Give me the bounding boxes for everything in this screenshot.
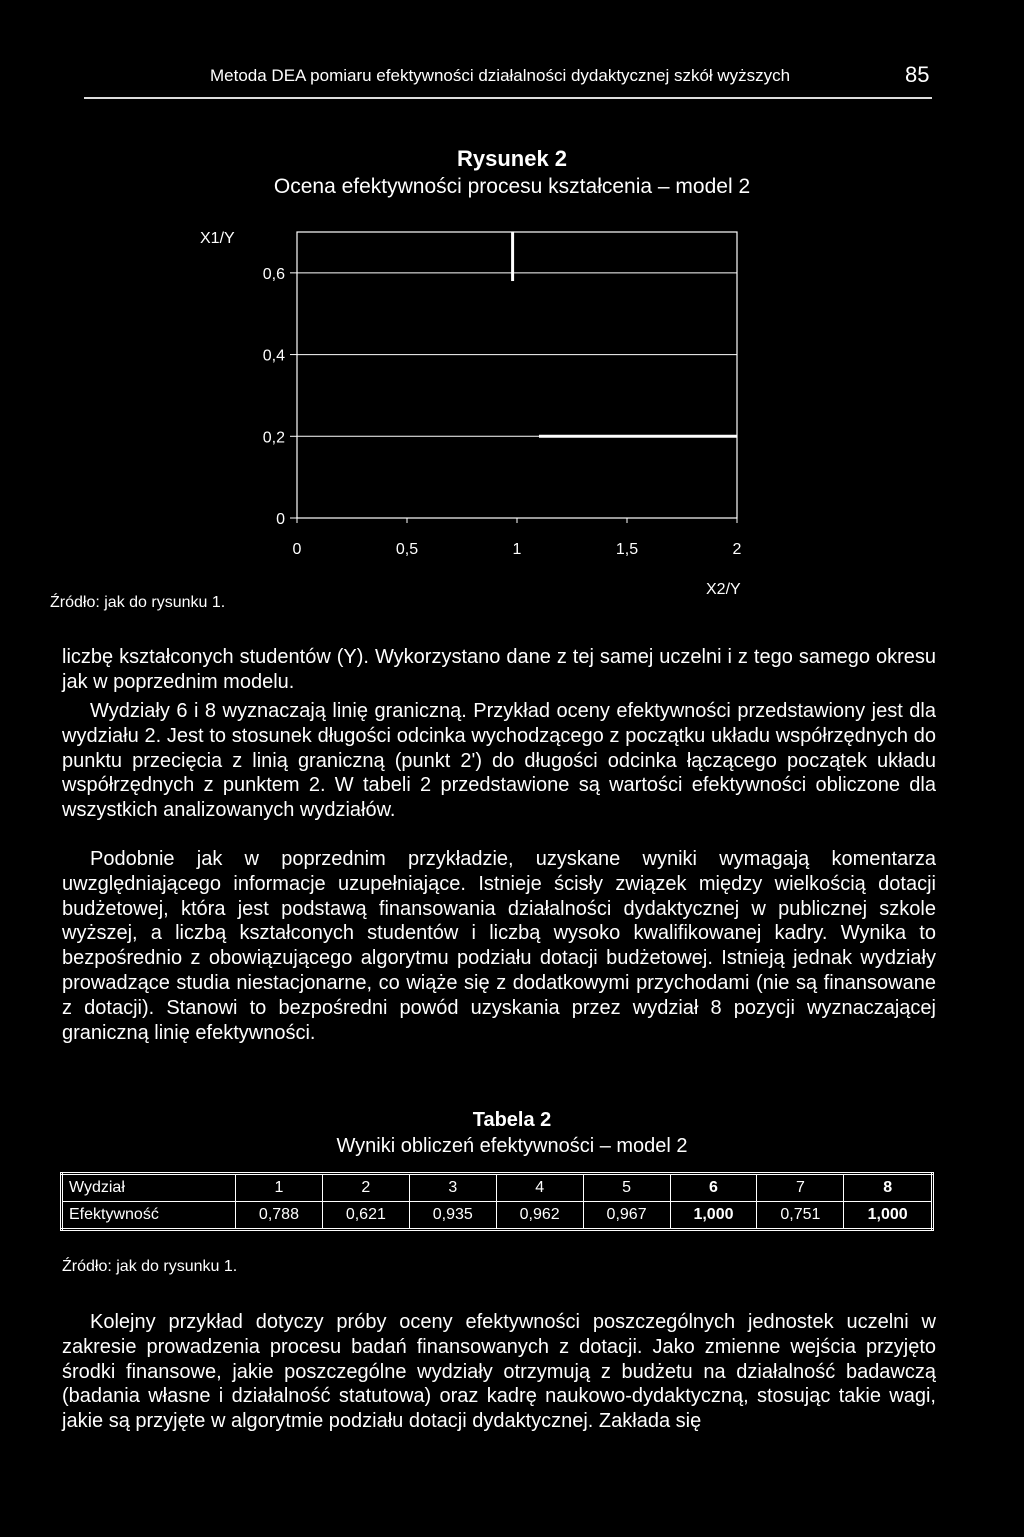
table-subtitle: Wyniki obliczeń efektywności – model 2 <box>336 1135 688 1157</box>
paragraph-4: Kolejny przykład dotyczy próby oceny efektywności poszczególnych jednostek uczelni w zakresie prowadzenia procesu badań finansowanych z dotacji. Jako zmienne wejścia przyjęto środki finansowe, jakie poszczególne wydziały otrzymują z budżetu na działalność badawczą (badania własne i działalność statutowa) oraz kadrę naukowo-dydaktyczną, stosując takie wagi, jakie są przyjęte w algorytmie podziału dotacji dydaktycznej. Zakłada się <box>62 1311 936 1433</box>
table-cell: 6 <box>670 1174 757 1202</box>
x-axis-label: X2/Y <box>706 581 741 598</box>
y-tick-label: 0,6 <box>262 265 285 283</box>
header-divider <box>84 97 932 99</box>
table-cell: 2 <box>322 1174 409 1202</box>
table-cell: 0,621 <box>322 1202 409 1230</box>
x-axis-ticks <box>293 518 742 558</box>
page-number: 85 <box>905 62 930 87</box>
table-cell: 3 <box>409 1174 496 1202</box>
row-header-wydzial: Wydział <box>62 1174 236 1202</box>
figure-title: Rysunek 2 <box>456 146 568 171</box>
y-axis-label: X1/Y <box>200 230 235 247</box>
y-axis-ticks <box>263 266 297 528</box>
figure-source: Źródło: jak do rysunku 1. <box>50 594 226 611</box>
table-row <box>62 1174 933 1202</box>
table-cell: 0,962 <box>496 1202 583 1230</box>
paragraph-1: liczbę kształconych studentów (Y). Wykorzystano dane z tej samej uczelni i z tego samego okresu jak w poprzednim modelu. <box>62 646 936 693</box>
table-cell: 1,000 <box>844 1202 933 1230</box>
table-cell: 8 <box>844 1174 933 1202</box>
y-tick-label: 0 <box>276 511 285 528</box>
x-tick-label: 0 <box>292 541 302 558</box>
y-tick-label: 0,4 <box>262 347 285 365</box>
x-tick-label: 1 <box>512 541 522 558</box>
table-row <box>62 1202 933 1230</box>
table-source: Źródło: jak do rysunku 1. <box>62 1258 238 1275</box>
table-cell: 5 <box>583 1174 670 1202</box>
results-table <box>60 1172 934 1231</box>
row-header-efektywnosc: Efektywność <box>62 1202 236 1230</box>
table-title: Tabela 2 <box>472 1109 552 1131</box>
x-tick-label: 1,5 <box>615 541 639 558</box>
x-tick-label: 2 <box>732 541 742 558</box>
table-cell: 0,751 <box>757 1202 844 1230</box>
running-header: Metoda DEA pomiaru efektywności działalności dydaktycznej szkół wyższych <box>210 66 791 85</box>
x-tick-label: 0,5 <box>395 541 419 558</box>
table-cell: 0,967 <box>583 1202 670 1230</box>
efficiency-chart <box>0 210 1024 630</box>
table-cell: 1,000 <box>670 1202 757 1230</box>
y-tick-label: 0,2 <box>262 429 285 447</box>
table-cell: 0,788 <box>236 1202 323 1230</box>
table-cell: 1 <box>236 1174 323 1202</box>
plot-frame <box>297 232 737 518</box>
frontier-series <box>513 232 737 436</box>
paragraph-2: Wydziały 6 i 8 wyznaczają linię graniczną. Przykład oceny efektywności przedstawiony jest dla wydziału 2. Jest to stosunek długości odcinka wychodzącego z początku układu współrzędnych do punktu przecięcia z linią graniczną (punkt 2') do długości odcinka łączącego początek układu współrzędnych z punktem 2. W tabeli 2 przedstawione są wartości efektywności obliczone dla wszystkich analizowanych wydziałów. <box>62 700 936 822</box>
table-cell: 7 <box>757 1174 844 1202</box>
paragraph-3: Podobnie jak w poprzednim przykładzie, uzyskane wyniki wymagają komentarza uwzględniającego informacje uzupełniające. Istnieje ścisły związek między wielkością dotacji budżetowej, która jest podstawą finansowania działalności dydaktycznej w publicznej szkole wyższej, a liczbą kształconych studentów i liczbą wysoko kwalifikowanej kadry. Wynika to bezpośrednio z obowiązującego algorytmu podziału dotacji budżetowej. Istnieją jednak wydziały prowadzące studia niestacjonarne, co wiąże się z dodatkowymi przychodami (nie są finansowane z dotacji). Stanowi to bezpośredni powód uzyskania przez wydział 8 pozycji wyznaczającej graniczną linię efektywności. <box>62 848 936 1044</box>
figure-subtitle: Ocena efektywności procesu kształcenia – model 2 <box>273 175 751 198</box>
chart-grid <box>297 273 737 436</box>
table-cell: 4 <box>496 1174 583 1202</box>
table-cell: 0,935 <box>409 1202 496 1230</box>
